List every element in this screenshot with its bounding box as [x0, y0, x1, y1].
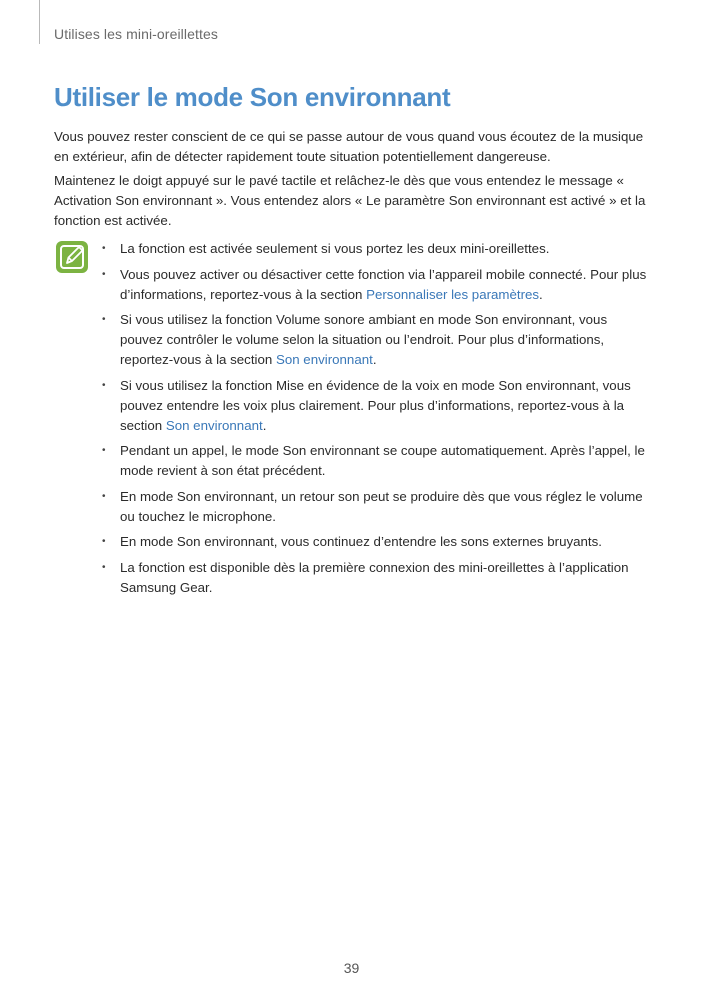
intro-paragraph: Vous pouvez rester conscient de ce qui se passe autour de vous quand vous écoutez de la musique en extérieur, afin de détecter rapidement toute situation potentiellement dangereuse. [54, 129, 644, 164]
note-item-punctuation: . [262, 417, 267, 433]
note-item [100, 441, 652, 481]
note-item-text: La fonction est activée seulement si vous portez les deux mini-oreillettes. [120, 241, 550, 256]
bullet-icon: • [102, 536, 106, 547]
note-item [100, 265, 652, 305]
running-header: Utilises les mini-oreillettes [54, 26, 218, 42]
bullet-icon: • [102, 268, 106, 280]
section-link[interactable]: Son environnant [165, 417, 263, 433]
bullet-icon: • [102, 243, 106, 254]
note-item [100, 558, 652, 598]
note-item [100, 487, 652, 527]
note-item-text: En mode Son environnant, un retour son peut se produire dès que vous réglez le volume ou touchez le microphone. [120, 488, 643, 524]
note-item [100, 239, 652, 259]
note-item-text: Si vous utilisez la fonction Volume sonore ambiant en mode Son environnant, vous pouvez contrôler le volume selon la situation ou l’endroit. Pour plus d’informations, reportez-vous à la section [120, 312, 608, 367]
note-list [100, 239, 652, 603]
bullet-icon: • [102, 379, 106, 391]
note-item-text: La fonction est disponible dès la première connexion des mini-oreillettes à l’application Samsung Gear. [120, 559, 629, 595]
bullet-icon: • [102, 561, 106, 573]
section-title: Utiliser le mode Son environnant [54, 82, 451, 112]
instruction-paragraph: Maintenez le doigt appuyé sur le pavé tactile et relâchez-le dès que vous entendez le message « Activation Son environnant ». Vous entendez alors « Le paramètre Son environnant est activé » et la fonction est activée. [54, 173, 646, 228]
note-item [100, 532, 652, 552]
section-link[interactable]: Son environnant [275, 352, 373, 367]
bullet-icon: • [102, 490, 106, 502]
page-number: 39 [343, 960, 360, 976]
note-item-text: Pendant un appel, le mode Son environnant se coupe automatiquement. Après l’appel, le mode revient à son état précédent. [120, 443, 645, 478]
note-item [100, 310, 652, 370]
note-item-punctuation: . [372, 352, 377, 367]
bullet-icon: • [102, 445, 106, 456]
note-item-text: Vous pouvez activer ou désactiver cette fonction via l’appareil mobile connecté. Pour plus d’informations, reportez-vous à la section [120, 266, 647, 302]
note-item [100, 376, 652, 436]
header-rule [39, 0, 40, 44]
note-item-text: En mode Son environnant, vous continuez d’entendre les sons externes bruyants. [120, 534, 602, 549]
note-pencil-icon [55, 240, 89, 274]
note-item-text: Si vous utilisez la fonction Mise en évidence de la voix en mode Son environnant, vous pouvez entendre les voix plus clairement. Pour plus d’informations, reportez-vous à la section [120, 377, 631, 433]
section-link[interactable]: Personnaliser les paramètres [366, 286, 540, 302]
bullet-icon: • [102, 314, 106, 325]
note-item-punctuation: . [539, 286, 543, 302]
